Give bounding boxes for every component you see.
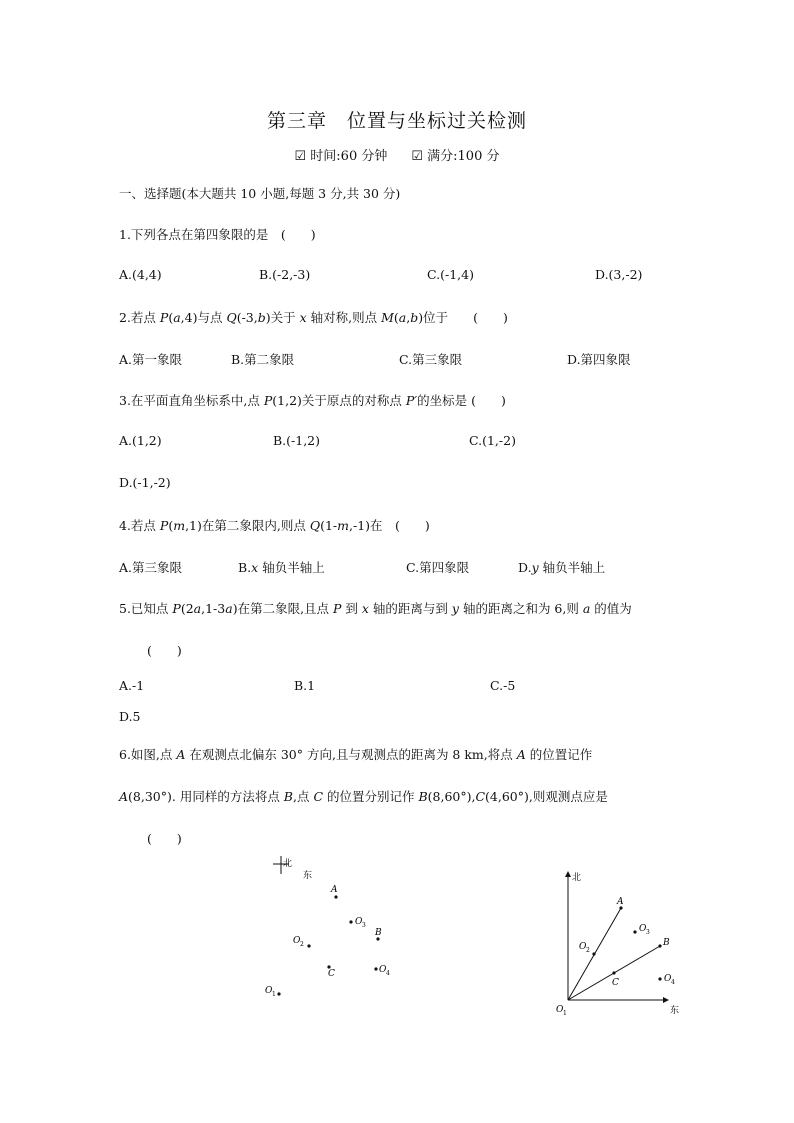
fig2-label-o2-sub: 2 bbox=[586, 947, 590, 954]
figure-1-points bbox=[255, 852, 405, 1012]
q2-var: M bbox=[381, 310, 394, 325]
q2-var: x bbox=[299, 310, 307, 325]
q5-var: P bbox=[172, 601, 181, 616]
q5-text: 轴的距离与到 bbox=[368, 601, 452, 616]
fig2-point-o2 bbox=[592, 952, 595, 955]
q4-text: ,-1)在 ( ) bbox=[349, 518, 430, 533]
fig2-north-label: 北 bbox=[572, 873, 582, 883]
fig2-label-a: A bbox=[617, 897, 624, 907]
fig2-point-o4 bbox=[658, 977, 661, 980]
q4-var: m bbox=[173, 518, 186, 533]
q5-var: y bbox=[451, 601, 459, 616]
fig1-label-c: C bbox=[328, 969, 335, 979]
fig1-label-o4-sub: 4 bbox=[386, 970, 390, 977]
q6-text: ,点 bbox=[292, 789, 314, 804]
q2-text: , bbox=[406, 310, 411, 325]
q3-text: 的坐标是 ( ) bbox=[417, 393, 506, 408]
q4-text: 4.若点 bbox=[119, 518, 160, 533]
fig1-point-o2 bbox=[307, 944, 310, 947]
q4-b-text: 轴负半轴上 bbox=[258, 560, 325, 575]
q5-var: a bbox=[193, 601, 202, 616]
question-4-stem bbox=[119, 516, 430, 534]
question-3-stem bbox=[119, 391, 506, 409]
fig1-label-o3-sub: 3 bbox=[362, 922, 366, 929]
q5-text: 5.已知点 bbox=[119, 601, 173, 616]
q1-option-d: D.(3,-2) bbox=[595, 267, 643, 282]
q3-option-a: A.(1,2) bbox=[119, 433, 162, 448]
time-limit: ☑ 时间:60 分钟 bbox=[294, 149, 388, 164]
q4-text: (1- bbox=[320, 518, 338, 533]
q6-text: 的位置记作 bbox=[525, 747, 593, 762]
q2-text: ( bbox=[168, 310, 174, 325]
fig1-point-o3 bbox=[349, 920, 352, 923]
q6-var: C bbox=[475, 789, 486, 804]
q6-text: 的位置分别记作 bbox=[323, 789, 419, 804]
q3-var: P bbox=[263, 393, 273, 408]
fig2-label-o1: O bbox=[556, 1005, 564, 1015]
subtitle bbox=[0, 145, 794, 164]
q5-var: a bbox=[582, 601, 591, 616]
q5-text: 到 bbox=[341, 601, 362, 616]
q2-text: 2.若点 bbox=[119, 310, 160, 325]
q3-option-d: D.(-1,-2) bbox=[119, 475, 171, 490]
q6-var: B bbox=[418, 789, 428, 804]
q2-text: 轴对称,则点 bbox=[306, 310, 382, 325]
fig1-label-o1: O bbox=[265, 986, 273, 996]
q4-d-text: 轴负半轴上 bbox=[538, 560, 606, 575]
fig1-label-b: B bbox=[375, 928, 382, 938]
page-title: 第三章 位置与坐标过关检测 bbox=[266, 110, 527, 132]
q5-option-d: D.5 bbox=[119, 709, 141, 724]
q5-text: 的值为 bbox=[590, 601, 632, 616]
question-6-line-1 bbox=[119, 745, 592, 763]
q2-text: (-3, bbox=[236, 310, 258, 325]
fig2-label-o3: O bbox=[639, 924, 647, 934]
fig1-point-o1 bbox=[277, 992, 280, 995]
fig1-point-a bbox=[334, 895, 337, 898]
q4-option-a: A.第三象限 bbox=[119, 560, 183, 575]
q5-text: )在第二象限,且点 bbox=[232, 601, 334, 616]
q5-option-c: C.-5 bbox=[490, 678, 516, 693]
q2-option-a: A.第一象限 bbox=[119, 352, 183, 367]
q5-option-a: A.-1 bbox=[119, 678, 145, 693]
fig1-label-o2: O bbox=[293, 936, 301, 946]
q4-var: Q bbox=[309, 518, 321, 533]
question-1-stem: 1.下列各点在第四象限的是 ( ) bbox=[119, 227, 316, 242]
q4-text: ,1)在第二象限内,则点 bbox=[185, 518, 310, 533]
q2-var: a bbox=[398, 310, 407, 325]
q6-text: 在观测点北偏东 30° 方向,且与观测点的距离为 8 km,将点 bbox=[185, 747, 517, 762]
q5-var: x bbox=[361, 601, 369, 616]
fig2-label-o4-sub: 4 bbox=[671, 979, 675, 986]
fig2-label-o3-sub: 3 bbox=[646, 929, 650, 936]
q2-text: ( bbox=[393, 310, 399, 325]
q6-var: B bbox=[283, 789, 293, 804]
q3-text: 3.在平面直角坐标系中,点 bbox=[119, 393, 264, 408]
q4-b-text: B. bbox=[238, 560, 252, 575]
q3-option-c: C.(1,-2) bbox=[469, 433, 516, 448]
q5-text: 轴的距离之和为 6,则 bbox=[458, 601, 583, 616]
q2-text: )关于 bbox=[265, 310, 300, 325]
fig1-label-a: A bbox=[331, 885, 338, 895]
q6-var: A bbox=[516, 747, 526, 762]
section-heading: 一、选择题(本大题共 10 小题,每题 3 分,共 30 分) bbox=[119, 186, 401, 201]
fig1-label-o3: O bbox=[355, 917, 363, 927]
fig2-point-o3 bbox=[633, 930, 636, 933]
q2-option-c: C.第三象限 bbox=[399, 352, 463, 367]
q6-var: A bbox=[119, 789, 129, 804]
question-6-line-2 bbox=[119, 787, 608, 805]
q2-option-d: D.第四象限 bbox=[567, 352, 631, 367]
fig2-east-label: 东 bbox=[670, 1006, 680, 1016]
q6-text: (8,60°), bbox=[427, 789, 476, 804]
q3-text: (1,2)关于原点的对称点 bbox=[272, 393, 406, 408]
fig2-label-o1-sub: 1 bbox=[563, 1010, 567, 1017]
q5-text: ,1-3 bbox=[201, 601, 226, 616]
fig1-east-label: 东 bbox=[303, 871, 313, 881]
fig2-point-b bbox=[658, 944, 661, 947]
figure-2-axes bbox=[548, 866, 698, 1022]
q2-var: a bbox=[173, 310, 181, 325]
q6-text: (4,60°),则观测点应是 bbox=[485, 789, 608, 804]
q4-option-d bbox=[518, 558, 605, 576]
q5-text: (2 bbox=[180, 601, 194, 616]
question-2-stem bbox=[119, 308, 508, 326]
fig2-label-b: B bbox=[663, 938, 670, 948]
fig2-point-c bbox=[612, 971, 615, 974]
q4-b-var: x bbox=[251, 560, 259, 575]
q5-var: a bbox=[225, 601, 233, 616]
q5-option-b: B.1 bbox=[294, 678, 316, 693]
q6-text: (8,30°). 用同样的方法将点 bbox=[128, 789, 284, 804]
q1-option-a: A.(4,4) bbox=[119, 267, 162, 282]
q3-option-b: B.(-1,2) bbox=[273, 433, 321, 448]
q1-option-b: B.(-2,-3) bbox=[259, 267, 311, 282]
q4-option-c: C.第四象限 bbox=[406, 560, 470, 575]
q2-var: P bbox=[159, 310, 169, 325]
q3-var: P′ bbox=[405, 393, 418, 408]
fig2-label-c: C bbox=[612, 978, 619, 988]
q4-var: m bbox=[337, 518, 350, 533]
q2-var: b bbox=[410, 310, 419, 325]
q2-var: b bbox=[257, 310, 266, 325]
fig1-label-o1-sub: 1 bbox=[272, 991, 276, 998]
q4-var: P bbox=[159, 518, 169, 533]
q1-option-c: C.(-1,4) bbox=[427, 267, 474, 282]
q5-answer-paren: ( ) bbox=[147, 643, 182, 658]
q4-text: ( bbox=[168, 518, 174, 533]
q4-d-var: y bbox=[531, 560, 539, 575]
q6-answer-paren: ( ) bbox=[147, 831, 182, 846]
q2-text: ,4)与点 bbox=[180, 310, 227, 325]
fig1-north-label: 北 bbox=[283, 859, 293, 869]
q2-text: )位于 ( ) bbox=[418, 310, 508, 325]
q2-option-b: B.第二象限 bbox=[231, 352, 295, 367]
fig2-label-o2: O bbox=[579, 942, 587, 952]
q2-var: Q bbox=[226, 310, 237, 325]
q5-var: P bbox=[333, 601, 342, 616]
fig1-point-o4 bbox=[374, 967, 377, 970]
fig1-label-o2-sub: 2 bbox=[300, 941, 304, 948]
full-score: ☑ 满分:100 分 bbox=[411, 149, 500, 164]
q4-option-b bbox=[238, 558, 325, 576]
q6-var: A bbox=[176, 747, 186, 762]
q6-var: C bbox=[313, 789, 324, 804]
q6-text: 6.如图,点 bbox=[119, 747, 177, 762]
fig1-label-o4: O bbox=[379, 965, 387, 975]
q4-d-text: D. bbox=[518, 560, 532, 575]
question-5-stem bbox=[119, 599, 632, 617]
fig2-label-o4: O bbox=[664, 974, 672, 984]
